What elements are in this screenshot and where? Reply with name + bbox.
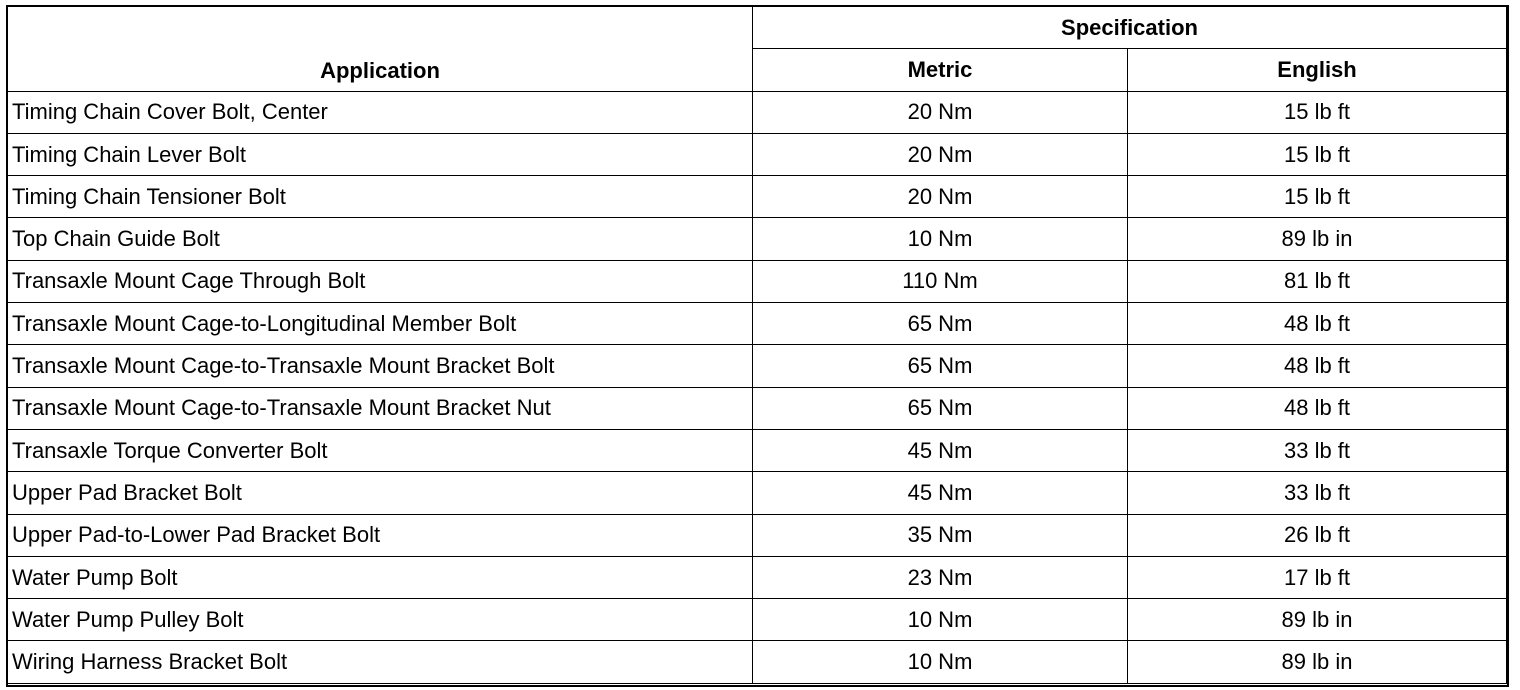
torque-spec-table — [7, 6, 1507, 684]
table-row — [8, 556, 1507, 598]
cell-application: Water Pump Pulley Bolt — [8, 599, 753, 641]
table-row — [8, 599, 1507, 641]
table-row — [8, 133, 1507, 175]
cell-application: Water Pump Bolt — [8, 556, 753, 598]
table-row — [8, 641, 1507, 683]
cell-english: 89 lb in — [1128, 641, 1507, 683]
cell-application: Transaxle Torque Converter Bolt — [8, 429, 753, 471]
cell-application: Transaxle Mount Cage-to-Transaxle Mount Bracket Nut — [8, 387, 753, 429]
cell-application: Upper Pad Bracket Bolt — [8, 472, 753, 514]
cell-application: Top Chain Guide Bolt — [8, 218, 753, 260]
table-row — [8, 514, 1507, 556]
header-application: Application — [8, 7, 753, 92]
header-specification: Specification — [753, 7, 1507, 49]
cell-metric: 110 Nm — [753, 260, 1128, 302]
cell-metric: 45 Nm — [753, 429, 1128, 471]
cell-application: Wiring Harness Bracket Bolt — [8, 641, 753, 683]
cell-english: 81 lb ft — [1128, 260, 1507, 302]
cell-english: 15 lb ft — [1128, 91, 1507, 133]
table-row — [8, 91, 1507, 133]
table-row — [8, 218, 1507, 260]
cell-metric: 20 Nm — [753, 133, 1128, 175]
cell-metric: 23 Nm — [753, 556, 1128, 598]
table-row — [8, 387, 1507, 429]
table-row — [8, 345, 1507, 387]
cell-metric: 10 Nm — [753, 641, 1128, 683]
cell-metric: 65 Nm — [753, 345, 1128, 387]
cell-application: Transaxle Mount Cage-to-Transaxle Mount Bracket Bolt — [8, 345, 753, 387]
cell-application: Timing Chain Lever Bolt — [8, 133, 753, 175]
cell-english: 48 lb ft — [1128, 303, 1507, 345]
cell-metric: 35 Nm — [753, 514, 1128, 556]
table-row — [8, 472, 1507, 514]
cell-english: 17 lb ft — [1128, 556, 1507, 598]
cell-english: 33 lb ft — [1128, 472, 1507, 514]
cell-application: Upper Pad-to-Lower Pad Bracket Bolt — [8, 514, 753, 556]
cell-metric: 20 Nm — [753, 176, 1128, 218]
cell-english: 26 lb ft — [1128, 514, 1507, 556]
cell-english: 15 lb ft — [1128, 176, 1507, 218]
table-row — [8, 176, 1507, 218]
cell-application: Timing Chain Tensioner Bolt — [8, 176, 753, 218]
cell-english: 89 lb in — [1128, 599, 1507, 641]
cell-english: 48 lb ft — [1128, 387, 1507, 429]
header-english: English — [1128, 49, 1507, 91]
table-row — [8, 260, 1507, 302]
cell-application: Timing Chain Cover Bolt, Center — [8, 91, 753, 133]
table-row — [8, 303, 1507, 345]
cell-metric: 65 Nm — [753, 387, 1128, 429]
header-row-top — [8, 7, 1507, 49]
cell-metric: 10 Nm — [753, 218, 1128, 260]
cell-metric: 20 Nm — [753, 91, 1128, 133]
cell-english: 89 lb in — [1128, 218, 1507, 260]
cell-english: 33 lb ft — [1128, 429, 1507, 471]
cell-english: 48 lb ft — [1128, 345, 1507, 387]
cell-application: Transaxle Mount Cage-to-Longitudinal Member Bolt — [8, 303, 753, 345]
cell-metric: 65 Nm — [753, 303, 1128, 345]
cell-metric: 10 Nm — [753, 599, 1128, 641]
table-row — [8, 429, 1507, 471]
table-body — [8, 91, 1507, 683]
header-metric: Metric — [753, 49, 1128, 91]
cell-english: 15 lb ft — [1128, 133, 1507, 175]
cell-application: Transaxle Mount Cage Through Bolt — [8, 260, 753, 302]
cell-metric: 45 Nm — [753, 472, 1128, 514]
